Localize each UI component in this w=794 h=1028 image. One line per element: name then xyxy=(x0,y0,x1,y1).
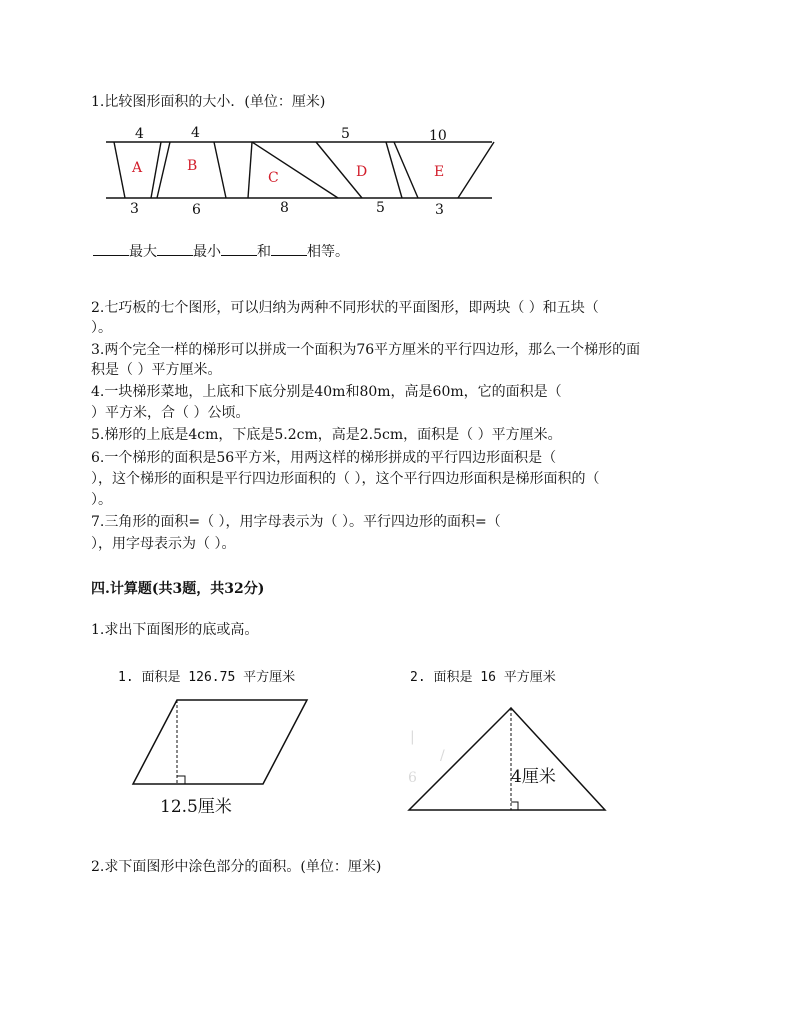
answer-word: 相等。 xyxy=(307,244,349,260)
bottom-length-label: 5 xyxy=(376,200,385,216)
question-line: 5.梯形的上底是4cm，下底是5.2cm，高是2.5cm，面积是（ ）平方厘米。 xyxy=(91,427,562,443)
shape-edge xyxy=(214,142,226,198)
answer-blank[interactable] xyxy=(157,241,193,256)
bottom-length-label: 8 xyxy=(280,200,289,216)
ghost-mark: / xyxy=(440,748,445,764)
shape-edge xyxy=(252,142,338,198)
question-line: 7.三角形的面积=（ ），用字母表示为（ ）。平行四边形的面积=（ xyxy=(91,514,501,530)
question-line: 6.一个梯形的面积是56平方米，用两这样的梯形拼成的平行四边形面积是（ xyxy=(91,450,557,466)
fig2-caption: 2. 面积是 16 平方厘米 xyxy=(410,670,556,685)
answer-word: 和 xyxy=(257,244,271,260)
shape-edge xyxy=(114,142,125,198)
top-length-label: 4 xyxy=(135,126,144,142)
shape-label-e: E xyxy=(434,164,445,180)
question-line: 4.一块梯形菜地，上底和下底分别是40m和80m，高是60m，它的面积是（ xyxy=(91,384,562,400)
bottom-length-label: 3 xyxy=(130,201,139,217)
parallelogram-figure xyxy=(125,690,315,820)
top-length-label: 4 xyxy=(191,125,200,141)
parallelogram-shape xyxy=(133,700,307,784)
bottom-length-label: 3 xyxy=(435,202,444,218)
shape-label-d: D xyxy=(356,164,368,180)
triangle-shape xyxy=(409,708,605,810)
right-angle-mark xyxy=(511,802,518,810)
shape-label-c: C xyxy=(268,170,279,186)
base-label: 12.5厘米 xyxy=(160,797,232,817)
shape-edge xyxy=(386,142,402,198)
fig1-caption: 1. 面积是 126.75 平方厘米 xyxy=(118,670,296,685)
question-line: ），这个梯形的面积是平行四边形面积的（ ），这个平行四边形面积是梯形面积的（ xyxy=(91,471,600,487)
shape-label-a: A xyxy=(132,160,143,176)
q1-title: 1.比较图形面积的大小．(单位：厘米) xyxy=(91,94,326,110)
question-line: 3.两个完全一样的梯形可以拼成一个面积为76平方厘米的平行四边形，那么一个梯形的面 xyxy=(91,342,641,358)
height-label: 4厘米 xyxy=(511,767,556,787)
bottom-length-label: 6 xyxy=(192,202,201,218)
section4-q1-title: 1.求出下面图形的底或高。 xyxy=(91,622,259,638)
shape-edge xyxy=(394,142,418,198)
question-line: 2.七巧板的七个图形，可以归纳为两种不同形状的平面图形，即两块（ ）和五块（ xyxy=(91,300,599,316)
right-angle-mark xyxy=(177,776,185,784)
q1-answer-line xyxy=(93,241,349,262)
trapezoid-strip-figure xyxy=(100,120,500,220)
answer-word: 最小 xyxy=(193,244,221,260)
question-line: ），用字母表示为（ ）。 xyxy=(91,536,236,552)
shape-edge xyxy=(248,142,252,198)
top-length-label: 5 xyxy=(341,126,350,142)
shape-edge xyxy=(458,142,494,198)
top-length-label: 10 xyxy=(429,128,447,144)
ghost-mark: | xyxy=(410,729,415,745)
answer-word: 最大 xyxy=(129,244,157,260)
answer-blank[interactable] xyxy=(221,241,257,256)
question-line: ）。 xyxy=(91,492,112,508)
question-line: 积是（ ）平方厘米。 xyxy=(91,362,222,378)
shape-label-b: B xyxy=(187,158,198,174)
section-heading: 四.计算题(共3题，共32分) xyxy=(91,581,265,597)
answer-blank[interactable] xyxy=(271,241,307,256)
answer-blank[interactable] xyxy=(93,241,129,256)
question-line: ）。 xyxy=(91,320,112,336)
ghost-mark: 6 xyxy=(408,770,417,786)
question-line: ）平方米，合（ ）公顷。 xyxy=(91,405,250,421)
triangle-figure xyxy=(400,696,615,816)
section4-q2-title: 2.求下面图形中涂色部分的面积。(单位：厘米) xyxy=(91,859,382,875)
